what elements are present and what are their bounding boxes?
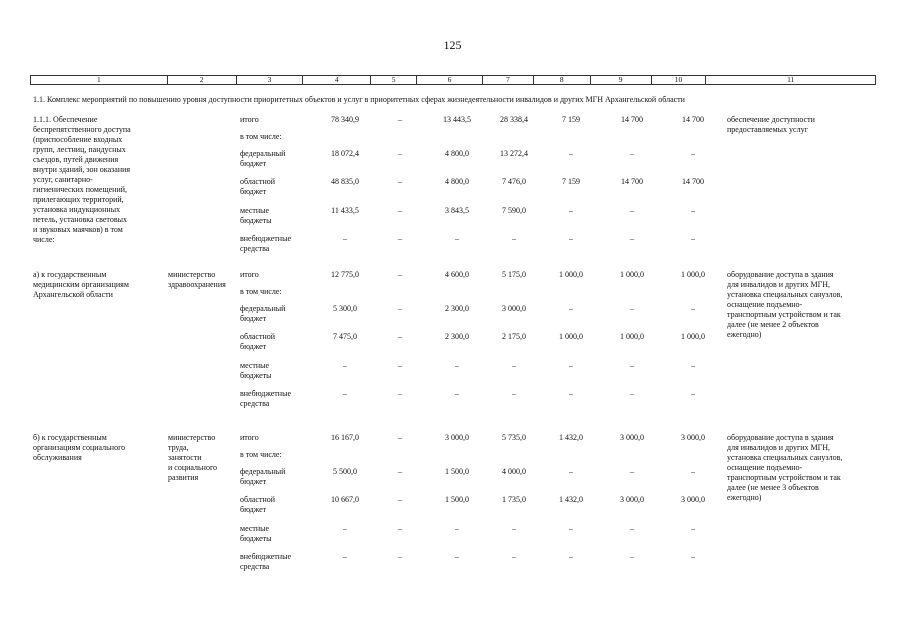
funding-value-y2019: 1 432,0 bbox=[559, 495, 583, 504]
funding-value-y2021: 14 700 bbox=[682, 177, 704, 186]
funding-value-y2016: – bbox=[398, 177, 402, 186]
funding-value-y2021: – bbox=[691, 149, 695, 158]
funding-value-y2016: – bbox=[398, 467, 402, 476]
funding-value-y2020: 1 000,0 bbox=[620, 270, 644, 279]
funding-value-y2019: – bbox=[569, 234, 573, 243]
funding-value-y2017: 4 600,0 bbox=[445, 270, 469, 279]
funding-value-y2019: 1 000,0 bbox=[559, 332, 583, 341]
expected-result-line: оснащение подъемно- bbox=[727, 300, 803, 309]
funding-value-y2019: – bbox=[569, 467, 573, 476]
funding-value-total: 16 167,0 bbox=[331, 433, 359, 442]
measure-name-line: групп, лестниц, пандусных bbox=[33, 145, 126, 154]
funding-source: итого bbox=[240, 115, 259, 124]
funding-value-y2021: – bbox=[691, 552, 695, 561]
funding-source: областной bbox=[240, 495, 276, 504]
funding-source: в том числе: bbox=[240, 132, 282, 141]
funding-value-total: 11 433,5 bbox=[331, 206, 359, 215]
expected-result-line: для инвалидов и других МГН, bbox=[727, 280, 831, 289]
funding-value-y2020: 3 000,0 bbox=[620, 495, 644, 504]
page-number: 125 bbox=[443, 38, 462, 52]
funding-source: бюджет bbox=[240, 187, 267, 196]
executor-line: и социального bbox=[168, 463, 218, 472]
measure-name-line: б) к государственным bbox=[33, 433, 107, 442]
funding-value-y2021: – bbox=[691, 304, 695, 313]
funding-value-y2020: – bbox=[630, 467, 634, 476]
funding-value-y2021: 1 000,0 bbox=[681, 270, 705, 279]
funding-value-y2018: 1 735,0 bbox=[502, 495, 526, 504]
executor-line: развития bbox=[168, 473, 199, 482]
expected-result-line: предоставляемых услуг bbox=[727, 125, 808, 134]
funding-value-y2018: 5 175,0 bbox=[502, 270, 526, 279]
measure-name-line: внутри зданий, зон оказания bbox=[33, 165, 131, 174]
expected-result-line: установка специальных санузлов, bbox=[727, 453, 843, 462]
funding-value-y2021: – bbox=[691, 524, 695, 533]
funding-value-y2017: – bbox=[455, 234, 459, 243]
funding-value-y2017: 3 000,0 bbox=[445, 433, 469, 442]
funding-value-y2017: 1 500,0 bbox=[445, 495, 469, 504]
expected-result-line: ежегодно) bbox=[727, 330, 762, 339]
measure-name-line: 1.1.1. Обеспечение bbox=[33, 115, 98, 124]
funding-value-y2016: – bbox=[398, 332, 402, 341]
funding-source: бюджеты bbox=[240, 371, 272, 380]
funding-value-y2018: 7 590,0 bbox=[502, 206, 526, 215]
funding-value-y2020: – bbox=[630, 389, 634, 398]
executor-line: занятости bbox=[168, 453, 202, 462]
funding-value-y2016: – bbox=[398, 495, 402, 504]
funding-source: средства bbox=[240, 244, 270, 253]
funding-value-y2016: – bbox=[398, 270, 402, 279]
funding-value-y2021: – bbox=[691, 467, 695, 476]
funding-value-y2018: 2 175,0 bbox=[502, 332, 526, 341]
measure-name-line: обслуживания bbox=[33, 453, 82, 462]
funding-value-y2021: 14 700 bbox=[682, 115, 704, 124]
funding-value-total: 5 300,0 bbox=[333, 304, 357, 313]
funding-value-total: – bbox=[343, 361, 347, 370]
funding-value-y2021: 3 000,0 bbox=[681, 433, 705, 442]
column-number-11: 11 bbox=[787, 75, 795, 84]
funding-value-y2016: – bbox=[398, 524, 402, 533]
expected-result-line: транспортным устройством и так bbox=[727, 310, 841, 319]
funding-value-y2021: – bbox=[691, 361, 695, 370]
funding-value-y2020: – bbox=[630, 361, 634, 370]
measure-name-line: (приспособление входных bbox=[33, 135, 123, 144]
funding-value-total: – bbox=[343, 234, 347, 243]
funding-value-y2017: – bbox=[455, 552, 459, 561]
funding-value-y2017: 4 800,0 bbox=[445, 177, 469, 186]
funding-source: бюджеты bbox=[240, 534, 272, 543]
measure-name-line: установка индукционных bbox=[33, 205, 121, 214]
funding-source: местные bbox=[240, 206, 270, 215]
funding-value-y2016: – bbox=[398, 552, 402, 561]
funding-source: областной bbox=[240, 177, 276, 186]
column-number-3: 3 bbox=[237, 76, 304, 84]
funding-value-y2016: – bbox=[398, 361, 402, 370]
expected-result-line: оборудование доступа в здания bbox=[727, 270, 834, 279]
table-header-row bbox=[30, 75, 876, 85]
funding-value-total: 78 340,9 bbox=[331, 115, 359, 124]
funding-source: внебюджетные bbox=[240, 234, 291, 243]
funding-value-total: 12 775,0 bbox=[331, 270, 359, 279]
funding-value-y2018: 13 272,4 bbox=[500, 149, 528, 158]
funding-value-y2021: – bbox=[691, 206, 695, 215]
executor-line: министерство bbox=[168, 270, 216, 279]
measure-name-line: гигиенических помещений, bbox=[33, 185, 128, 194]
funding-source: федеральный bbox=[240, 467, 286, 476]
measure-name-line: организациям социального bbox=[33, 443, 126, 452]
funding-value-y2018: 3 000,0 bbox=[502, 304, 526, 313]
funding-value-y2017: – bbox=[455, 361, 459, 370]
column-number-1: 1 bbox=[31, 76, 168, 84]
funding-value-total: 5 500,0 bbox=[333, 467, 357, 476]
funding-value-total: 10 667,0 bbox=[331, 495, 359, 504]
funding-value-total: – bbox=[343, 524, 347, 533]
measure-name-line: а) к государственным bbox=[33, 270, 107, 279]
funding-value-y2018: – bbox=[512, 524, 516, 533]
column-number-10: 10 bbox=[652, 76, 707, 84]
expected-result-line: далее (не менее 2 объектов bbox=[727, 320, 819, 329]
funding-value-y2019: – bbox=[569, 389, 573, 398]
funding-value-y2016: – bbox=[398, 433, 402, 442]
measure-name-line: медицинским организациям bbox=[33, 280, 129, 289]
executor-line: труда, bbox=[168, 443, 189, 452]
column-number-6: 6 bbox=[417, 76, 483, 84]
funding-source: в том числе: bbox=[240, 450, 282, 459]
funding-source: федеральный bbox=[240, 304, 286, 313]
funding-value-y2021: 1 000,0 bbox=[681, 332, 705, 341]
funding-value-y2017: 2 300,0 bbox=[445, 304, 469, 313]
column-number-9: 9 bbox=[591, 76, 652, 84]
funding-value-y2021: – bbox=[691, 389, 695, 398]
funding-source: итого bbox=[240, 270, 259, 279]
funding-value-y2018: – bbox=[512, 552, 516, 561]
expected-result-line: установка специальных санузлов, bbox=[727, 290, 843, 299]
funding-source: итого bbox=[240, 433, 259, 442]
funding-value-y2018: 28 338,4 bbox=[500, 115, 528, 124]
funding-value-y2020: – bbox=[630, 304, 634, 313]
funding-value-y2019: – bbox=[569, 524, 573, 533]
measure-name-line: прилегающих территорий, bbox=[33, 195, 124, 204]
funding-value-y2020: – bbox=[630, 234, 634, 243]
funding-value-y2018: 5 735,0 bbox=[502, 433, 526, 442]
expected-result-line: транспортным устройством и так bbox=[727, 473, 841, 482]
measure-name-line: услуг, санитарно- bbox=[33, 175, 93, 184]
funding-value-y2018: 4 000,0 bbox=[502, 467, 526, 476]
funding-value-y2017: 3 843,5 bbox=[445, 206, 469, 215]
measure-name-line: Архангельской области bbox=[33, 290, 113, 299]
funding-value-y2019: – bbox=[569, 552, 573, 561]
funding-value-y2017: – bbox=[455, 389, 459, 398]
executor-line: министерство bbox=[168, 433, 216, 442]
funding-source: внебюджетные bbox=[240, 389, 291, 398]
funding-value-y2019: 7 159 bbox=[562, 115, 580, 124]
funding-source: средства bbox=[240, 562, 270, 571]
funding-source: бюджет bbox=[240, 505, 267, 514]
funding-value-y2017: 4 800,0 bbox=[445, 149, 469, 158]
funding-value-y2017: 1 500,0 bbox=[445, 467, 469, 476]
funding-value-total: 18 072,4 bbox=[331, 149, 359, 158]
funding-value-y2017: 2 300,0 bbox=[445, 332, 469, 341]
funding-value-y2016: – bbox=[398, 149, 402, 158]
funding-value-y2019: – bbox=[569, 304, 573, 313]
column-number-2: 2 bbox=[168, 76, 237, 84]
measure-name-line: числе: bbox=[33, 235, 55, 244]
funding-value-y2020: – bbox=[630, 206, 634, 215]
funding-value-y2021: – bbox=[691, 234, 695, 243]
funding-source: областной bbox=[240, 332, 276, 341]
funding-value-y2018: – bbox=[512, 389, 516, 398]
funding-source: бюджет bbox=[240, 159, 267, 168]
section-title: 1.1. Комплекс мероприятий по повышению уровня доступности приоритетных объектов и услуг в приоритетных сферах жизнедеятельности инвалидов и других МГН Архангельской области bbox=[33, 95, 685, 104]
funding-value-y2019: 1 432,0 bbox=[559, 433, 583, 442]
measure-name-line: и звуковых маячков) в том bbox=[33, 225, 123, 234]
funding-value-y2020: 3 000,0 bbox=[620, 433, 644, 442]
funding-value-y2020: 14 700 bbox=[621, 115, 643, 124]
expected-result-line: для инвалидов и других МГН, bbox=[727, 443, 831, 452]
expected-result-line: ежегодно) bbox=[727, 493, 762, 502]
funding-value-y2016: – bbox=[398, 304, 402, 313]
funding-value-y2019: 7 159 bbox=[562, 177, 580, 186]
funding-source: средства bbox=[240, 399, 270, 408]
funding-value-y2019: – bbox=[569, 149, 573, 158]
expected-result-line: далее (не менее 3 объектов bbox=[727, 483, 819, 492]
measure-name-line: съездов, путей движения bbox=[33, 155, 119, 164]
executor-line: здравоохранения bbox=[168, 280, 226, 289]
funding-source: федеральный bbox=[240, 149, 286, 158]
funding-value-y2018: – bbox=[512, 361, 516, 370]
funding-value-y2016: – bbox=[398, 389, 402, 398]
funding-value-y2019: 1 000,0 bbox=[559, 270, 583, 279]
funding-value-y2016: – bbox=[398, 206, 402, 215]
funding-value-total: 48 835,0 bbox=[331, 177, 359, 186]
funding-value-y2020: – bbox=[630, 524, 634, 533]
column-number-5: 5 bbox=[371, 76, 417, 84]
funding-value-y2020: – bbox=[630, 552, 634, 561]
funding-value-y2018: 7 476,0 bbox=[502, 177, 526, 186]
funding-source: в том числе: bbox=[240, 287, 282, 296]
expected-result-line: обеспечение доступности bbox=[727, 115, 815, 124]
funding-source: местные bbox=[240, 361, 270, 370]
column-number-7: 7 bbox=[483, 76, 534, 84]
funding-value-y2018: – bbox=[512, 234, 516, 243]
funding-value-y2019: – bbox=[569, 206, 573, 215]
funding-source: бюджет bbox=[240, 477, 267, 486]
funding-value-y2019: – bbox=[569, 361, 573, 370]
funding-value-y2020: – bbox=[630, 149, 634, 158]
funding-value-total: – bbox=[343, 389, 347, 398]
funding-value-y2020: 14 700 bbox=[621, 177, 643, 186]
expected-result-line: оснащение подъемно- bbox=[727, 463, 803, 472]
funding-source: бюджеты bbox=[240, 216, 272, 225]
funding-value-y2021: 3 000,0 bbox=[681, 495, 705, 504]
column-number-8: 8 bbox=[534, 76, 591, 84]
funding-value-total: – bbox=[343, 552, 347, 561]
measure-name-line: беспрепятственного доступа bbox=[33, 125, 131, 134]
funding-source: внебюджетные bbox=[240, 552, 291, 561]
expected-result-line: оборудование доступа в здания bbox=[727, 433, 834, 442]
funding-value-y2017: 13 443,5 bbox=[443, 115, 471, 124]
funding-value-y2017: – bbox=[455, 524, 459, 533]
measure-name-line: петель, установка световых bbox=[33, 215, 127, 224]
funding-value-y2016: – bbox=[398, 115, 402, 124]
funding-value-y2016: – bbox=[398, 234, 402, 243]
funding-source: бюджет bbox=[240, 314, 267, 323]
funding-value-y2020: 1 000,0 bbox=[620, 332, 644, 341]
funding-source: бюджет bbox=[240, 342, 267, 351]
funding-source: местные bbox=[240, 524, 270, 533]
funding-value-total: 7 475,0 bbox=[333, 332, 357, 341]
column-number-4: 4 bbox=[303, 76, 371, 84]
